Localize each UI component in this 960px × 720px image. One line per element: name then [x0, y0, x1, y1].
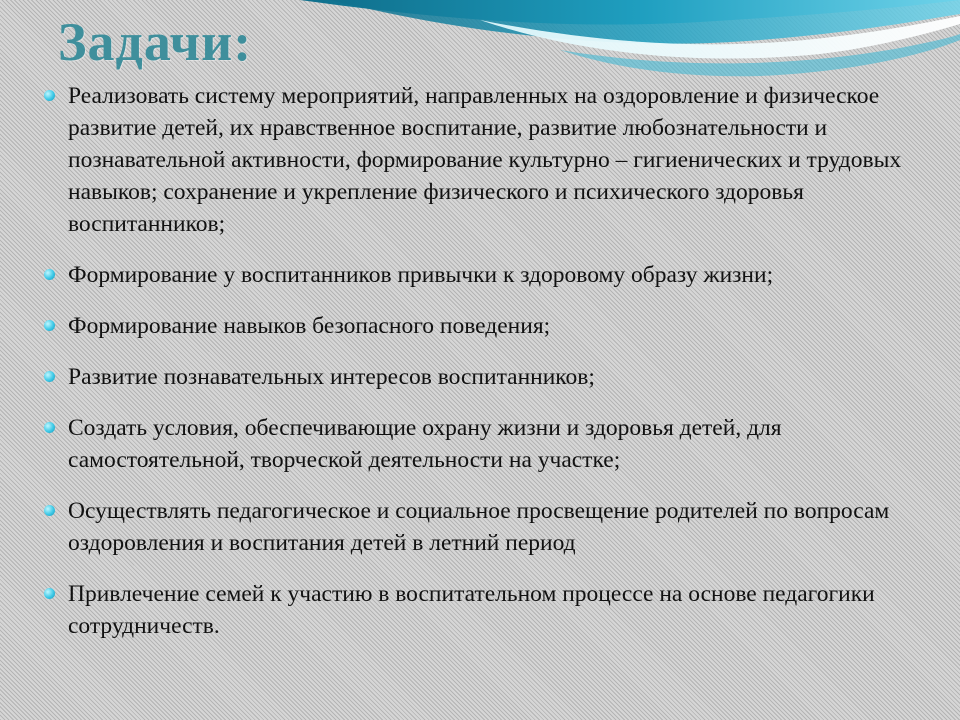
bullet-icon	[44, 422, 55, 433]
task-text: Осуществлять педагогическое и социальное просвещение родителей по вопросам оздоровления и воспитания детей в летний период	[68, 498, 890, 556]
task-text: Развитие познавательных интересов воспитанников;	[68, 364, 595, 390]
list-item	[0, 578, 960, 642]
list-item	[0, 259, 960, 291]
task-text: Привлечение семей к участию в воспитательном процессе на основе педагогики сотрудничеств.	[68, 581, 875, 639]
task-text: Создать условия, обеспечивающие охрану жизни и здоровья детей, для самостоятельной, творческой деятельности на участке;	[68, 415, 782, 473]
list-item	[0, 361, 960, 393]
bullet-icon	[44, 505, 55, 516]
list-item	[0, 412, 960, 476]
bullet-icon	[44, 269, 55, 280]
list-item	[0, 495, 960, 559]
slide-title: Задачи:	[58, 12, 253, 72]
list-item	[0, 310, 960, 342]
task-list	[0, 80, 960, 661]
bullet-icon	[44, 371, 55, 382]
task-text: Формирование у воспитанников привычки к здоровому образу жизни;	[68, 262, 774, 288]
bullet-icon	[44, 320, 55, 331]
bullet-icon	[44, 90, 55, 101]
task-text: Реализовать систему мероприятий, направленных на оздоровление и физическое развитие детей, их нравственное воспитание, развитие любознательности и познавательной активности, формирование культурно – гигиенических и трудовых навыков; сохранение и укрепление физического и психического здоровья воспитанников;	[68, 83, 902, 237]
bullet-icon	[44, 588, 55, 599]
list-item	[0, 80, 960, 240]
task-text: Формирование навыков безопасного поведения;	[68, 313, 551, 339]
